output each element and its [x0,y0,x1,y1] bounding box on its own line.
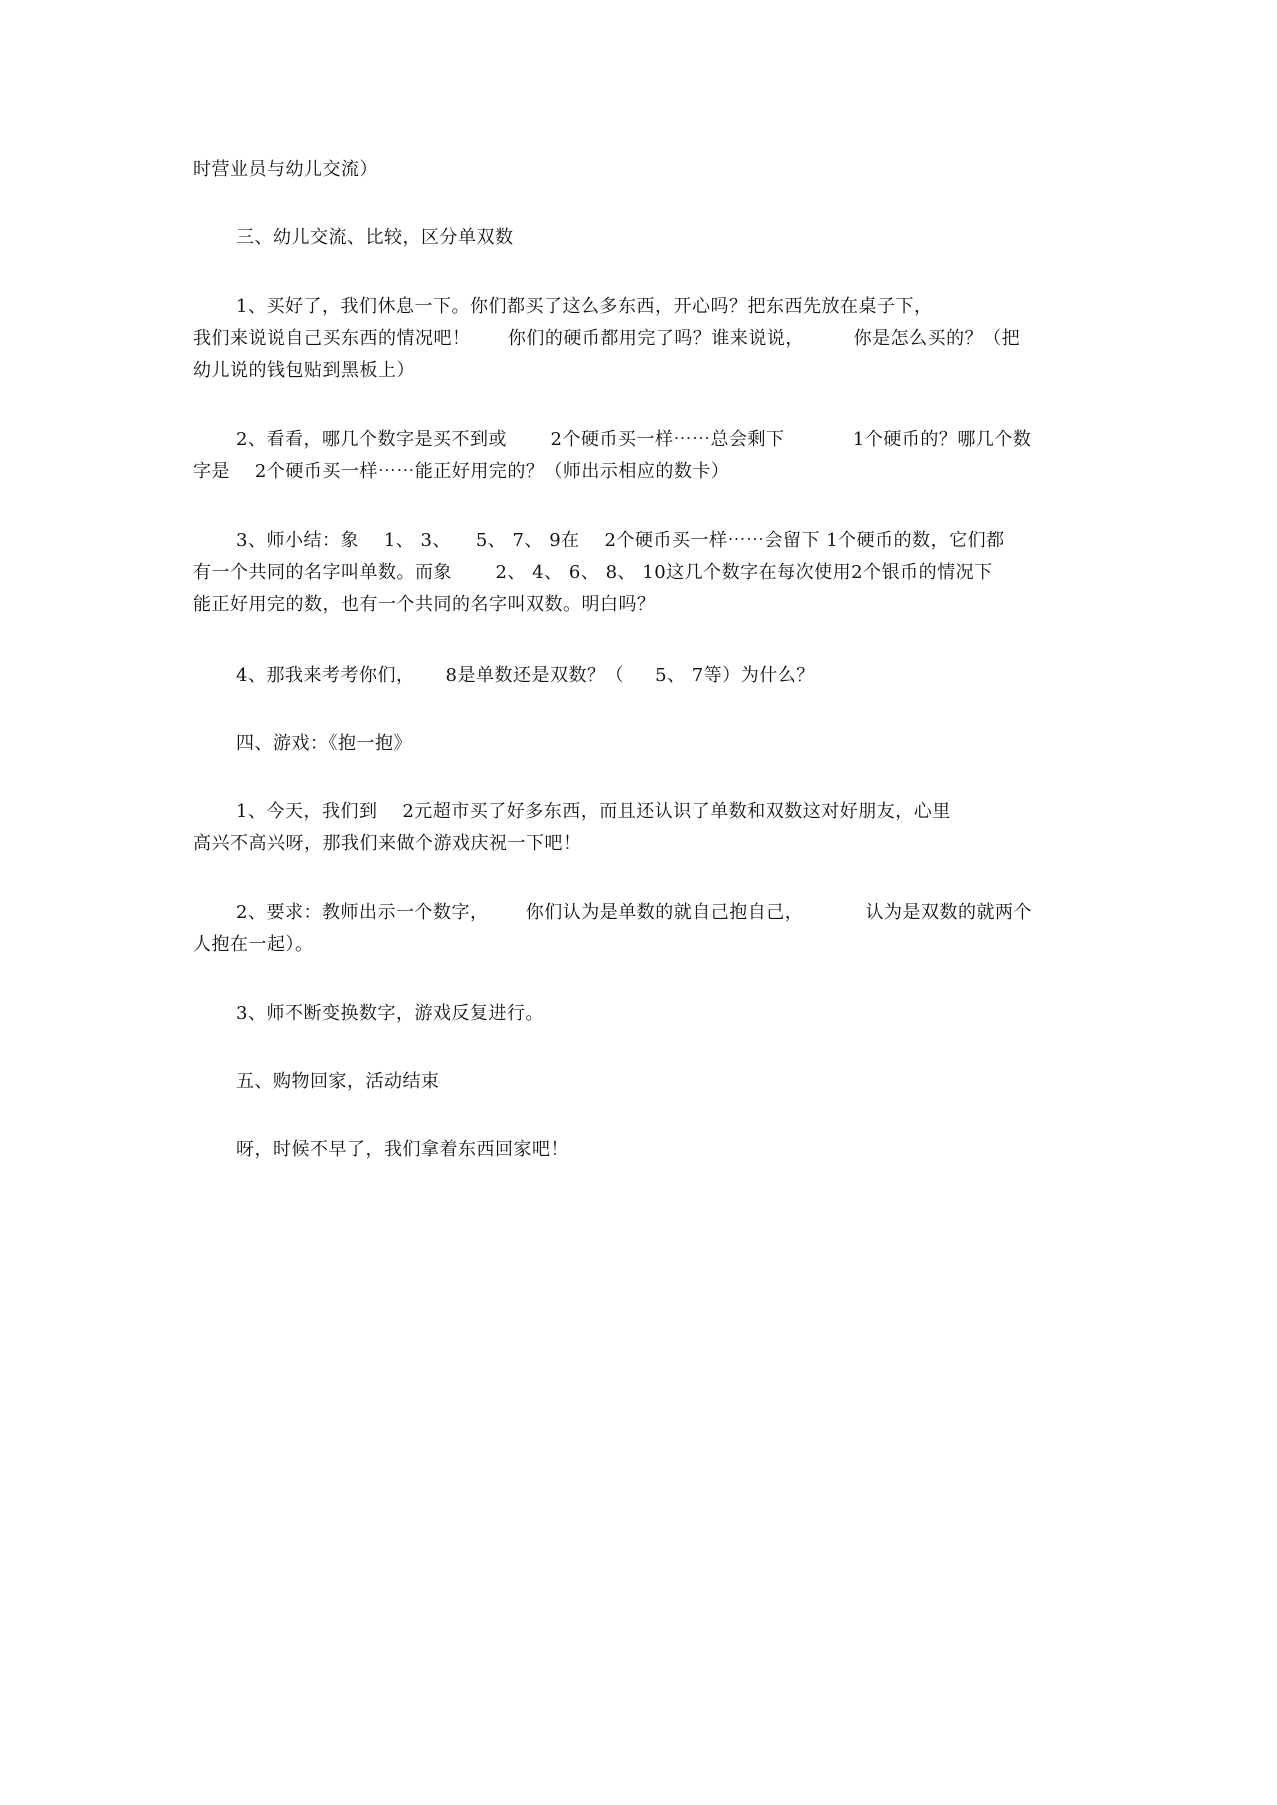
text-line: 2、要求：教师出示一个数字， 你们认为是单数的就自己抱自己， 认为是双数的就两个 [236,902,1032,923]
text-line: 幼儿说的钱包贴到黑板上） [193,360,415,381]
text-line: 时营业员与幼儿交流） [193,159,378,180]
text-line: 2、看看，哪几个数字是买不到或 2个硬币买一样⋯⋯总会剩下 1个硬币的？哪几个数 [236,429,1032,450]
text-line: 有一个共同的名字叫单数。而象 2、 4、 6、 8、 10这几个数字在每次使用2个银币的情况下 [193,562,993,583]
section-heading: 三、幼儿交流、比较，区分单双数 [236,227,514,248]
text-line: 1、买好了，我们休息一下。你们都买了这么多东西，开心吗？把东西先放在桌子下， [236,296,933,317]
text-line: 字是 2个硬币买一样⋯⋯能正好用完的？（师出示相应的数卡） [193,461,730,482]
text-line: 1、今天，我们到 2元超市买了好多东西，而且还认识了单数和双数这对好朋友，心里 [236,801,951,822]
text-line: 能正好用完的数，也有一个共同的名字叫双数。明白吗？ [193,594,656,615]
text-line: 4、那我来考考你们， 8是单数还是双数？（ 5、 7等）为什么？ [236,665,815,686]
text-line: 3、师不断变换数字，游戏反复进行。 [236,1003,544,1024]
text-line: 我们来说说自己买东西的情况吧！ 你们的硬币都用完了吗？谁来说说， 你是怎么买的？（把 [193,328,1021,349]
text-line: 高兴不高兴呀，那我们来做个游戏庆祝一下吧！ [193,833,582,854]
text-line: 呀，时候不早了，我们拿着东西回家吧！ [236,1139,569,1160]
text-line: 人抱在一起）。 [193,934,314,955]
section-heading: 四、游戏：《抱一抱》 [236,733,412,754]
text-line: 3、师小结：象 1、 3、 5、 7、 9在 2个硬币买一样⋯⋯会留下 1个硬币的数，它们都 [236,530,1005,551]
section-heading: 五、购物回家，活动结束 [236,1071,440,1092]
